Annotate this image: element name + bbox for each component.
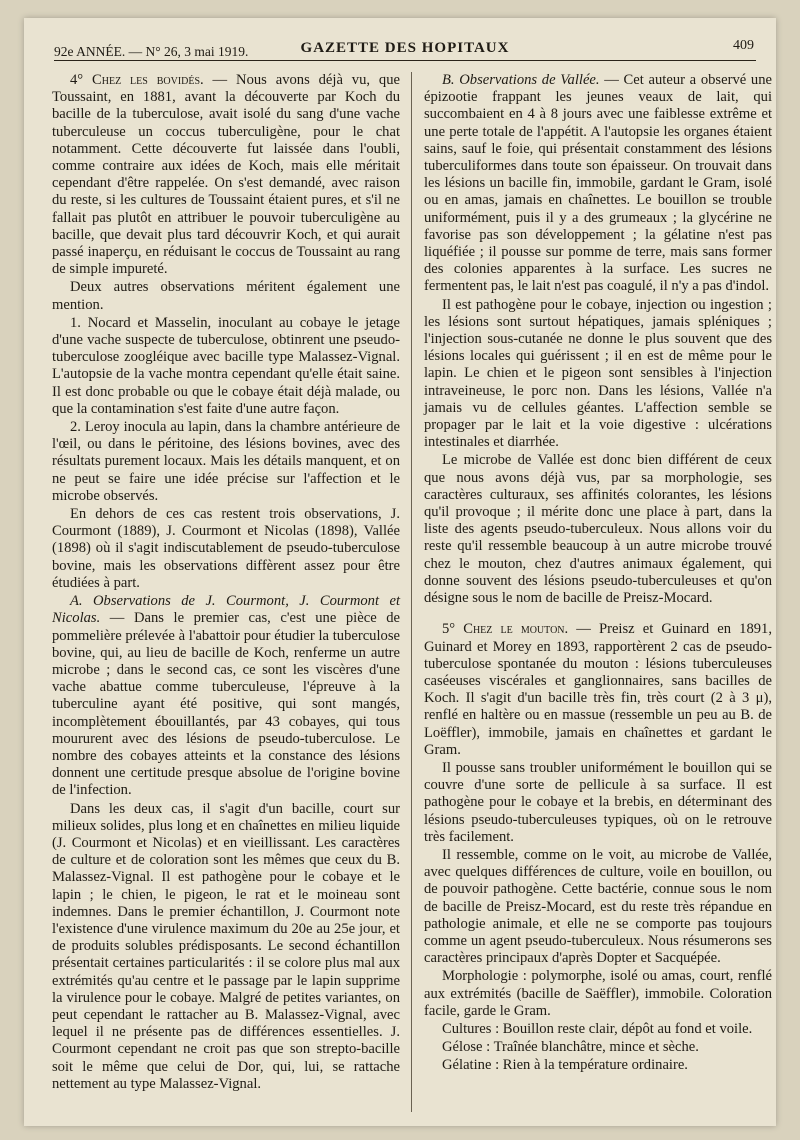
paragraph-text: — Dans le premier cas, c'est une pièce de pommelière prélevée à l'abattoir pour étudier la tuberculose bovine, qui, au lieu de bacille de Koch, renferme un autre microbe ; dans le second cas, ce sont les viscères d'une vache abattue comme tuberculeuse, l'épreuve à la tuberculine ayant été positive, qui sont mangés, incomplètement ébouillantés, par 43 cobayes, qui tous moururent avec des lésions de pseudo-tuberculose. Le nombre des cobayes atteints et la constance des lésions donnent une certitude presque absolue de l'origine bovine de l'infection. [52, 610, 400, 799]
paragraph [424, 72, 772, 296]
paragraph-text: 2. Leroy inocula au lapin, dans la chambre antérieure de l'œil, ou dans le péritoine, des lésions bovines, avec des résultats purement locaux. Mais les détails manquent, et on ne peut se faire une idée précise sur l'affection et le microbe observés. [52, 419, 400, 504]
paragraph-text: Gélose : Traînée blanchâtre, mince et sèche. [442, 1039, 699, 1056]
journal-title: GAZETTE DES HOPITAUX [300, 40, 510, 56]
left-column [52, 72, 400, 1094]
paragraph [424, 847, 772, 967]
paragraph [52, 419, 400, 505]
paragraph-text: Il pousse sans troubler uniformément le bouillon qui se couvre d'une sorte de pellicule à sa surface. Il est pathogène pour le cobaye et la brebis, en déterminant des lésions pseudo-tuberculeuses typiques, où on le retrouve très facilement. [424, 759, 772, 845]
right-column [424, 72, 772, 1076]
paragraph-text: Le microbe de Vallée est donc bien différent de ceux que nous avons déjà vus, par sa morphologie, ses caractères culturaux, ses affinités colorantes, les lésions qu'il provoque ; il mérite donc une place à part, dans la liste des agents pseudo-tuberculeux. Nous allons voir du reste qu'il ressemble beaucoup à un autre microbe trouvé chez le mouton, chez d'autres animaux également, qui donne souvent des lésions pseudo-tuberculeuses et qu'on désigne sous le nom de bacille de Preisz-Mocard. [424, 452, 772, 607]
paragraph-text: Gélatine : Rien à la température ordinaire. [442, 1057, 688, 1074]
paragraph [424, 760, 772, 846]
paragraph-text: Dans les deux cas, il s'agit d'un bacille, court sur milieux solides, plus long et en chaînettes en milieu liquide (J. Courmont et Nicolas) et en vieillissant. Les caractères de culture et de coloration sont les mêmes que ceux du B. Malassez-Vignal. Il est pathogène pour le cobaye et le lapin ; le chien, le pigeon, le rat et le moineau sont indemnes. Dans le premier échantillon, J. Courmont note l'existence d'une virulence maximum du 20e au 25e jour, et de produits solubles prédisposants. Le second échantillon présentait certaines particularités : il se colore plus mal aux extrémités qu'au centre et le passage par le lapin supprime la virulence pour le cobaye. Malgré de petites variantes, on peut cependant le rattacher au B. Malassez-Vignal, avec lequel il ne présente pas de différences essentielles. J. Courmont cependant ne croit pas que son strepto-bacille soit le même que celui de Dor, qui, lui, se rattache nettement au type Malassez-Vignal. [52, 800, 400, 1092]
paragraph [424, 968, 772, 1020]
paragraph-text: Cultures : Bouillon reste clair, dépôt au fond et voile. [442, 1020, 753, 1037]
paragraph [424, 1057, 772, 1074]
paragraph-text: — Cet auteur a observé une épizootie frappant les jeunes veaux de lait, qui succombaient en 4 à 8 jours avec une faiblesse extrême et une perte totale de l'appétit. A l'autopsie les organes étaient sains, sauf le foie, qui présentait constamment des lésions tuberculiformes dans toute son épaisseur. On trouvait dans les lésions un bacille fin, immobile, gardant le Gram, isolé ou en amas, jamais en chaînettes. Le bouillon se trouble uniformément, puis il y a des grumeaux ; la glycérine ne favorise pas son développement ; la gélatine n'est pas liquéfiée ; il pousse sur pomme de terre, mais sans former des colonies apparentes à la surface. Les sucres ne fermentent pas, le lait n'est pas coagulé, il n'y a pas d'indol. [424, 72, 772, 295]
paragraph-text: Il est pathogène pour le cobaye, injection ou ingestion ; les lésions sont surtout hépatiques, jamais spléniques ; l'injection sous-cutanée ne donne le plus souvent que des lésions locales qui guérissent ; il en est de même pour le lapin. Le chien et le pigeon sont sensibles à l'injection intraveineuse, le porc non. Dans les lésions, Vallée n'a jamais vu de cellules géantes. L'affection semble se propager par le lait et la voie digestive : ulcérations intestinales et diarrhée. [424, 296, 772, 451]
paragraph-text: Il ressemble, comme on le voit, au microbe de Vallée, avec quelques différences de culture, voile en bouillon, ou de pouvoir pathogène. Cette bactérie, connue sous le nom de bacille de Preisz-Mocard, est du reste très répandue en pathologie animale, et elle ne se comporte pas toujours comme un agent pseudo-tuberculeux. Nous résumerons ses caractères principaux d'après Dopter et Sacquépée. [424, 846, 772, 967]
paragraph [52, 279, 400, 313]
issue-info: 92e ANNÉE. — N° 26, 3 mai 1919. [54, 44, 249, 59]
paragraph-text: En dehors de ces cas restent trois observations, J. Courmont (1889), J. Courmont et Nicolas (1898), Vallée (1898) où il s'agit indiscutablement de pseudo-tuberculose bovine, mais les observations diffèrent assez pour être étudiées à part. [52, 506, 400, 591]
paragraph [52, 315, 400, 418]
page-number: 409 [733, 38, 754, 53]
paragraph [424, 297, 772, 452]
paragraph [424, 1039, 772, 1056]
paragraph [52, 593, 400, 799]
page-header [54, 30, 756, 61]
paragraph-lead: 5° Chez le mouton. [442, 621, 569, 638]
paragraph [424, 1021, 772, 1038]
paragraph [52, 506, 400, 592]
paragraph-text: Deux autres observations méritent également une mention. [52, 279, 400, 313]
paragraph-lead: B. Observations de Vallée. [442, 72, 600, 88]
paragraph-text: — Nous avons déjà vu, que Toussaint, en 1881, avant la découverte par Koch du bacille de la tuberculose, avait isolé du sang d'une vache tuberculeuse un coccus tuberculigène, pour le chat notamment. Cette découverte fut laissée dans l'oubli, comme contraire aux idées de Koch, mais elle méritait cependant d'être rappelée. On s'est demandé, avec raison du reste, si les cultures de Toussaint étaient pures, et s'il ne fallait pas plutôt en attribuer le pouvoir tuberculigène au bacille, que devait plus tard découvrir Koch, et qui aurait passé inaperçu, en réduisant le coccus de Toussaint au rang de simple impureté. [52, 72, 400, 278]
paragraph-text: — Preisz et Guinard en 1891, Guinard et Morey en 1893, rapportèrent 2 cas de pseudo-tuberculose spontanée du mouton : lésions tuberculeuses caséeuses viscérales et ganglionnaires, sans bacilles de Koch. Il s'agit d'un bacille très fin, très court (2 à 3 μ), renflé en haltère ou en massue (ressemble un peu au B. de Loëffler), immobile, jamais en chaînettes et gardant le Gram. [424, 621, 772, 758]
paragraph [52, 72, 400, 278]
paragraph [424, 452, 772, 607]
paragraph-lead: 4° Chez les bovidés. [70, 72, 204, 88]
paragraph [52, 801, 400, 1093]
newspaper-page [24, 18, 776, 1126]
paragraph-text: Morphologie : polymorphe, isolé ou amas, court, renflé aux extrémités (bacille de Saëffler), immobile. Coloration facile, garde le Gram. [424, 968, 772, 1019]
column-divider [411, 72, 412, 1112]
paragraph [424, 621, 772, 759]
paragraph-text: 1. Nocard et Masselin, inoculant au cobaye le jetage d'une vache suspecte de tuberculose, obtinrent une pseudo-tuberculose zoogléique avec bacille type Malassez-Vignal. L'autopsie de la vache montra cependant qu'elle était saine. Il est donc probable ou que le cobaye était déjà malade, ou que la contamination s'est faite d'une autre façon. [52, 314, 400, 417]
paragraph-lead: A. Observations de J. Courmont, J. Courmont et Nicolas. [52, 593, 400, 627]
